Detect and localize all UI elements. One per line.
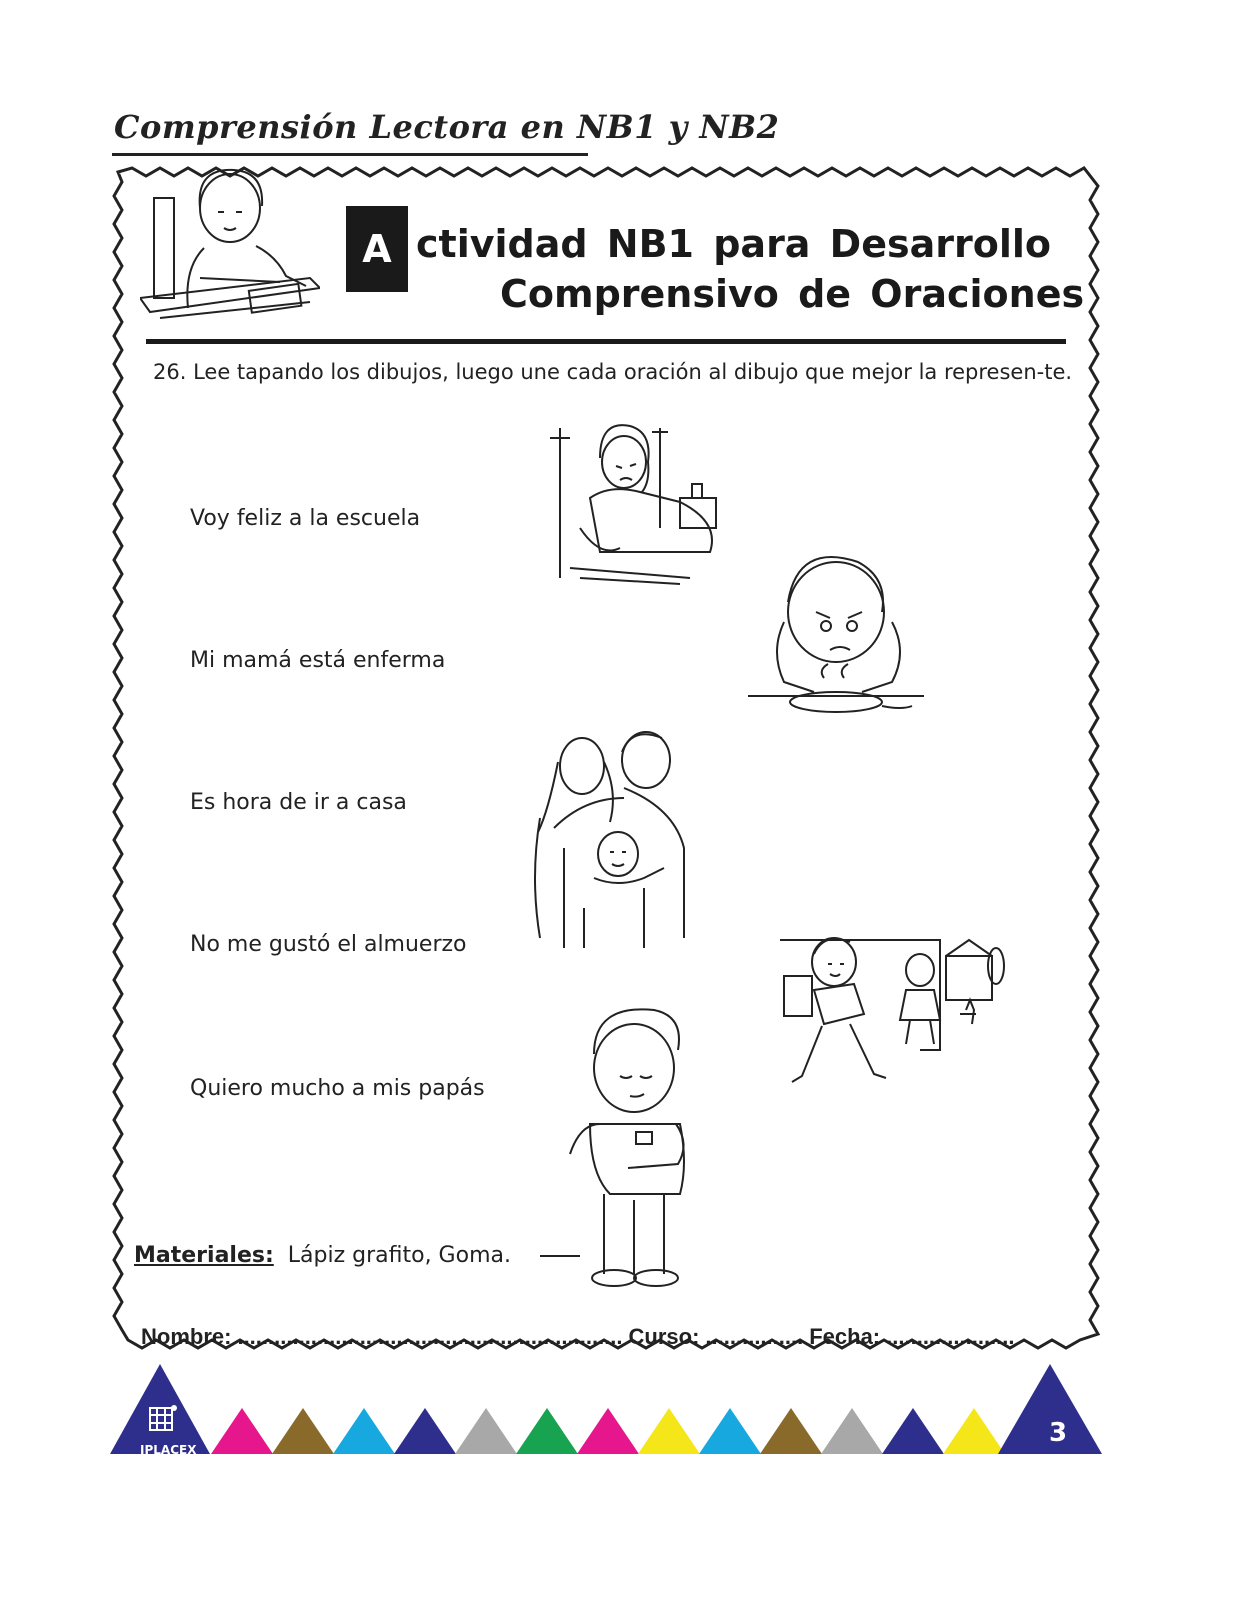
activity-title-line2: Comprensivo de Oraciones [500, 272, 1085, 316]
materials-value: Lápiz grafito, Goma. [287, 1243, 511, 1268]
name-blank[interactable]: ............................................................... [237, 1324, 623, 1349]
footer-triangle [760, 1408, 822, 1454]
footer-triangle [211, 1408, 273, 1454]
boy-watch-illustration [540, 1004, 710, 1294]
sentence-5: Quiero mucho a mis papás [190, 1076, 485, 1101]
footer-triangle [821, 1408, 883, 1454]
upset-boy-soup-illustration [744, 552, 934, 722]
materials-label: Materiales: [134, 1243, 274, 1268]
page-number: 3 [1048, 1418, 1068, 1448]
sick-mother-illustration [540, 418, 730, 588]
title-divider [146, 339, 1066, 344]
footer-triangle [272, 1408, 334, 1454]
footer-triangle [516, 1408, 578, 1454]
course-blank[interactable]: ................ [705, 1324, 804, 1349]
footer-triangle [577, 1408, 639, 1454]
footer-triangle [333, 1408, 395, 1454]
footer-triangle [699, 1408, 761, 1454]
footer-triangle [943, 1408, 1005, 1454]
activity-title-line1: ctividad NB1 para Desarrollo [416, 222, 1051, 266]
sentence-3: Es hora de ir a casa [190, 790, 407, 815]
iplacex-logo-text: IPLACEX [140, 1443, 197, 1457]
sentence-4: No me gustó el almuerzo [190, 932, 467, 957]
footer-triangle [882, 1408, 944, 1454]
document-header-title: Comprensión Lectora en NB1 y NB2 [114, 108, 780, 146]
date-label: Fecha: [809, 1324, 881, 1349]
name-label: Nombre: [141, 1324, 232, 1349]
kids-walking-school-illustration [770, 930, 1010, 1100]
footer-triangle [455, 1408, 517, 1454]
materials-line [134, 1243, 511, 1268]
sentence-2: Mi mamá está enferma [190, 648, 446, 673]
exercise-instruction: 26. Lee tapando los dibujos, luego une cada oración al dibujo que mejor la represen-te. [153, 360, 1073, 384]
girl-writing-illustration [140, 168, 320, 338]
activity-badge: A [346, 206, 408, 292]
course-label: Curso: [628, 1324, 700, 1349]
iplacex-logo-icon [148, 1404, 178, 1434]
family-hug-illustration [524, 728, 694, 952]
date-blank[interactable]: ..................... [886, 1324, 1015, 1349]
sentence-1: Voy feliz a la escuela [190, 506, 421, 531]
footer-triangle [638, 1408, 700, 1454]
footer-triangle [394, 1408, 456, 1454]
student-info-line [141, 1324, 1021, 1350]
